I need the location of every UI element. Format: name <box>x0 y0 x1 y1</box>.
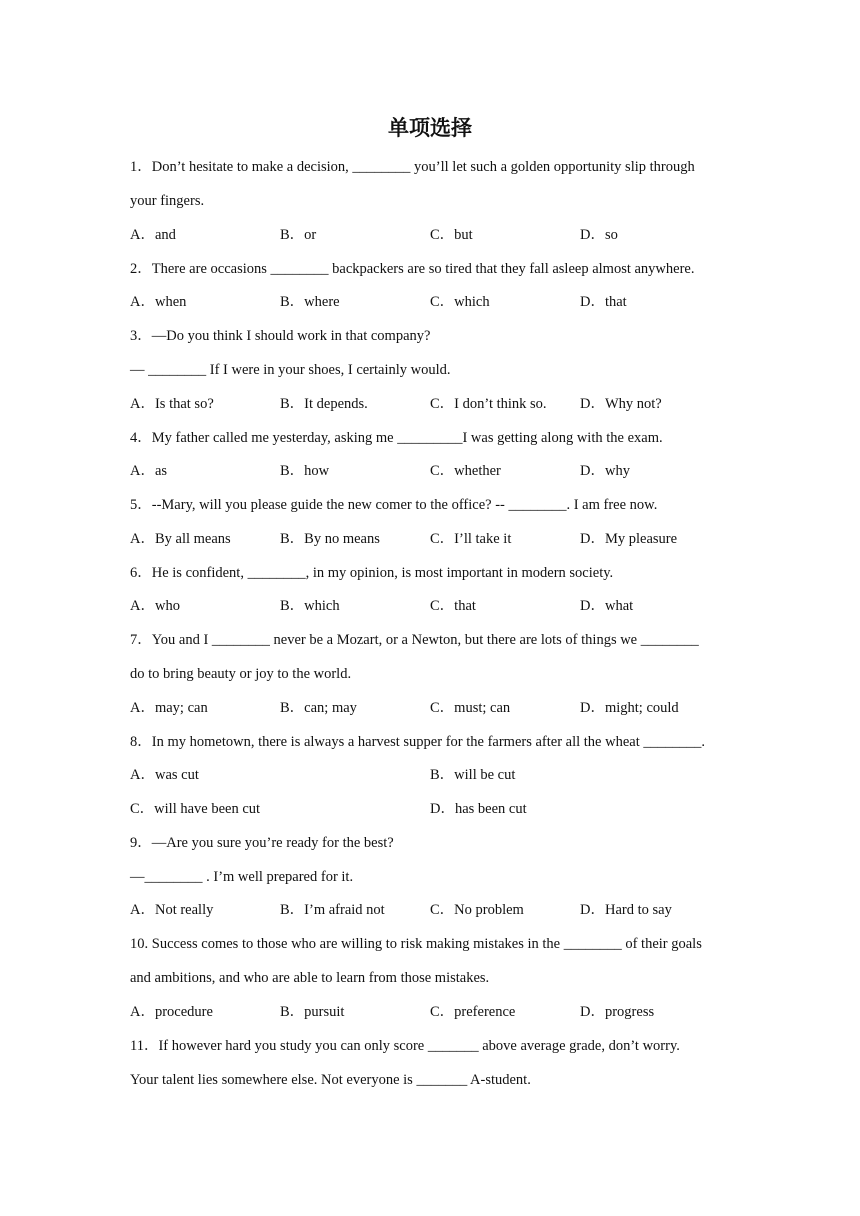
option-c[interactable]: C．which <box>430 294 490 310</box>
option-b[interactable]: B．will be cut <box>430 767 516 783</box>
question-11-text-cont: Your talent lies somewhere else. Not everyone is _______ A-student. <box>130 1072 531 1088</box>
option-d[interactable]: D．might; could <box>580 700 679 716</box>
option-d[interactable]: D．that <box>580 294 627 310</box>
question-11-text: 11．If however hard you study you can only score _______ above average grade, don’t worry. <box>130 1038 680 1054</box>
option-a[interactable]: A．who <box>130 598 180 614</box>
page-title: 单项选择 <box>388 116 472 140</box>
option-c[interactable]: C．No problem <box>430 902 524 918</box>
question-9-text-cont: —________ . I’m well prepared for it. <box>130 869 354 885</box>
question-4-text: 4．My father called me yesterday, asking me _________I was getting along with the exam. <box>130 430 663 446</box>
question-3-text-cont: — ________ If I were in your shoes, I certainly would. <box>130 362 451 378</box>
option-d[interactable]: D．My pleasure <box>580 531 678 547</box>
question-8-text: 8．In my hometown, there is always a harvest supper for the farmers after all the wheat ________. <box>130 734 705 750</box>
option-b[interactable]: B．It depends. <box>280 396 368 412</box>
question-6-options <box>130 597 750 615</box>
option-c[interactable]: C．that <box>430 598 476 614</box>
question-1-options <box>130 226 750 244</box>
option-c[interactable]: C．preference <box>430 1004 516 1020</box>
question-10-text: 10. Success comes to those who are willing to risk making mistakes in the ________ of their goals <box>130 936 702 952</box>
option-c[interactable]: C．I’ll take it <box>430 531 512 547</box>
option-b[interactable]: B．or <box>280 227 317 243</box>
question-7-text: 7．You and I ________ never be a Mozart, or a Newton, but there are lots of things we ________ <box>130 632 699 648</box>
option-a[interactable]: A．By all means <box>130 531 231 547</box>
option-a[interactable]: A．was cut <box>130 767 199 783</box>
question-8-options-row1 <box>130 766 750 784</box>
question-9-options <box>130 901 750 919</box>
question-3-text: 3．—Do you think I should work in that company? <box>130 328 431 344</box>
option-a[interactable]: A．procedure <box>130 1004 213 1020</box>
option-c[interactable]: C．will have been cut <box>130 801 261 817</box>
option-b[interactable]: B．how <box>280 463 330 479</box>
option-a[interactable]: A．as <box>130 463 168 479</box>
question-1-text-cont: your fingers. <box>130 193 205 209</box>
question-3-options <box>130 395 750 413</box>
option-c[interactable]: C．must; can <box>430 700 511 716</box>
option-d[interactable]: D．Why not? <box>580 396 662 412</box>
option-d[interactable]: D．has been cut <box>430 801 527 817</box>
question-10-options <box>130 1003 750 1021</box>
option-a[interactable]: A．Not really <box>130 902 214 918</box>
question-1-text: 1．Don’t hesitate to make a decision, ________ you’ll let such a golden opportunity slip through <box>130 159 695 175</box>
question-4-options <box>130 462 750 480</box>
option-b[interactable]: B．where <box>280 294 340 310</box>
option-b[interactable]: B．which <box>280 598 340 614</box>
question-9-text: 9．—Are you sure you’re ready for the best? <box>130 835 394 851</box>
question-6-text: 6．He is confident, ________, in my opinion, is most important in modern society. <box>130 565 614 581</box>
option-d[interactable]: D．Hard to say <box>580 902 672 918</box>
question-8-options-row2 <box>130 800 750 818</box>
option-c[interactable]: C．but <box>430 227 473 243</box>
option-d[interactable]: D．what <box>580 598 634 614</box>
question-7-text-cont: do to bring beauty or joy to the world. <box>130 666 352 682</box>
option-a[interactable]: A．and <box>130 227 176 243</box>
question-5-text: 5．--Mary, will you please guide the new comer to the office? -- ________. I am free now. <box>130 497 658 513</box>
question-2-text: 2．There are occasions ________ backpackers are so tired that they fall asleep almost anywhere. <box>130 261 695 277</box>
option-a[interactable]: A．Is that so? <box>130 396 214 412</box>
option-a[interactable]: A．may; can <box>130 700 208 716</box>
option-d[interactable]: D．so <box>580 227 618 243</box>
option-d[interactable]: D．progress <box>580 1004 655 1020</box>
question-5-options <box>130 530 750 548</box>
option-c[interactable]: C．I don’t think so. <box>430 396 547 412</box>
option-c[interactable]: C．whether <box>430 463 501 479</box>
option-b[interactable]: B．can; may <box>280 700 357 716</box>
question-10-text-cont: and ambitions, and who are able to learn from those mistakes. <box>130 970 490 986</box>
option-a[interactable]: A．when <box>130 294 187 310</box>
question-7-options <box>130 699 750 717</box>
option-b[interactable]: B．pursuit <box>280 1004 345 1020</box>
question-2-options <box>130 293 750 311</box>
option-b[interactable]: B．By no means <box>280 531 380 547</box>
option-d[interactable]: D．why <box>580 463 630 479</box>
option-b[interactable]: B．I’m afraid not <box>280 902 385 918</box>
